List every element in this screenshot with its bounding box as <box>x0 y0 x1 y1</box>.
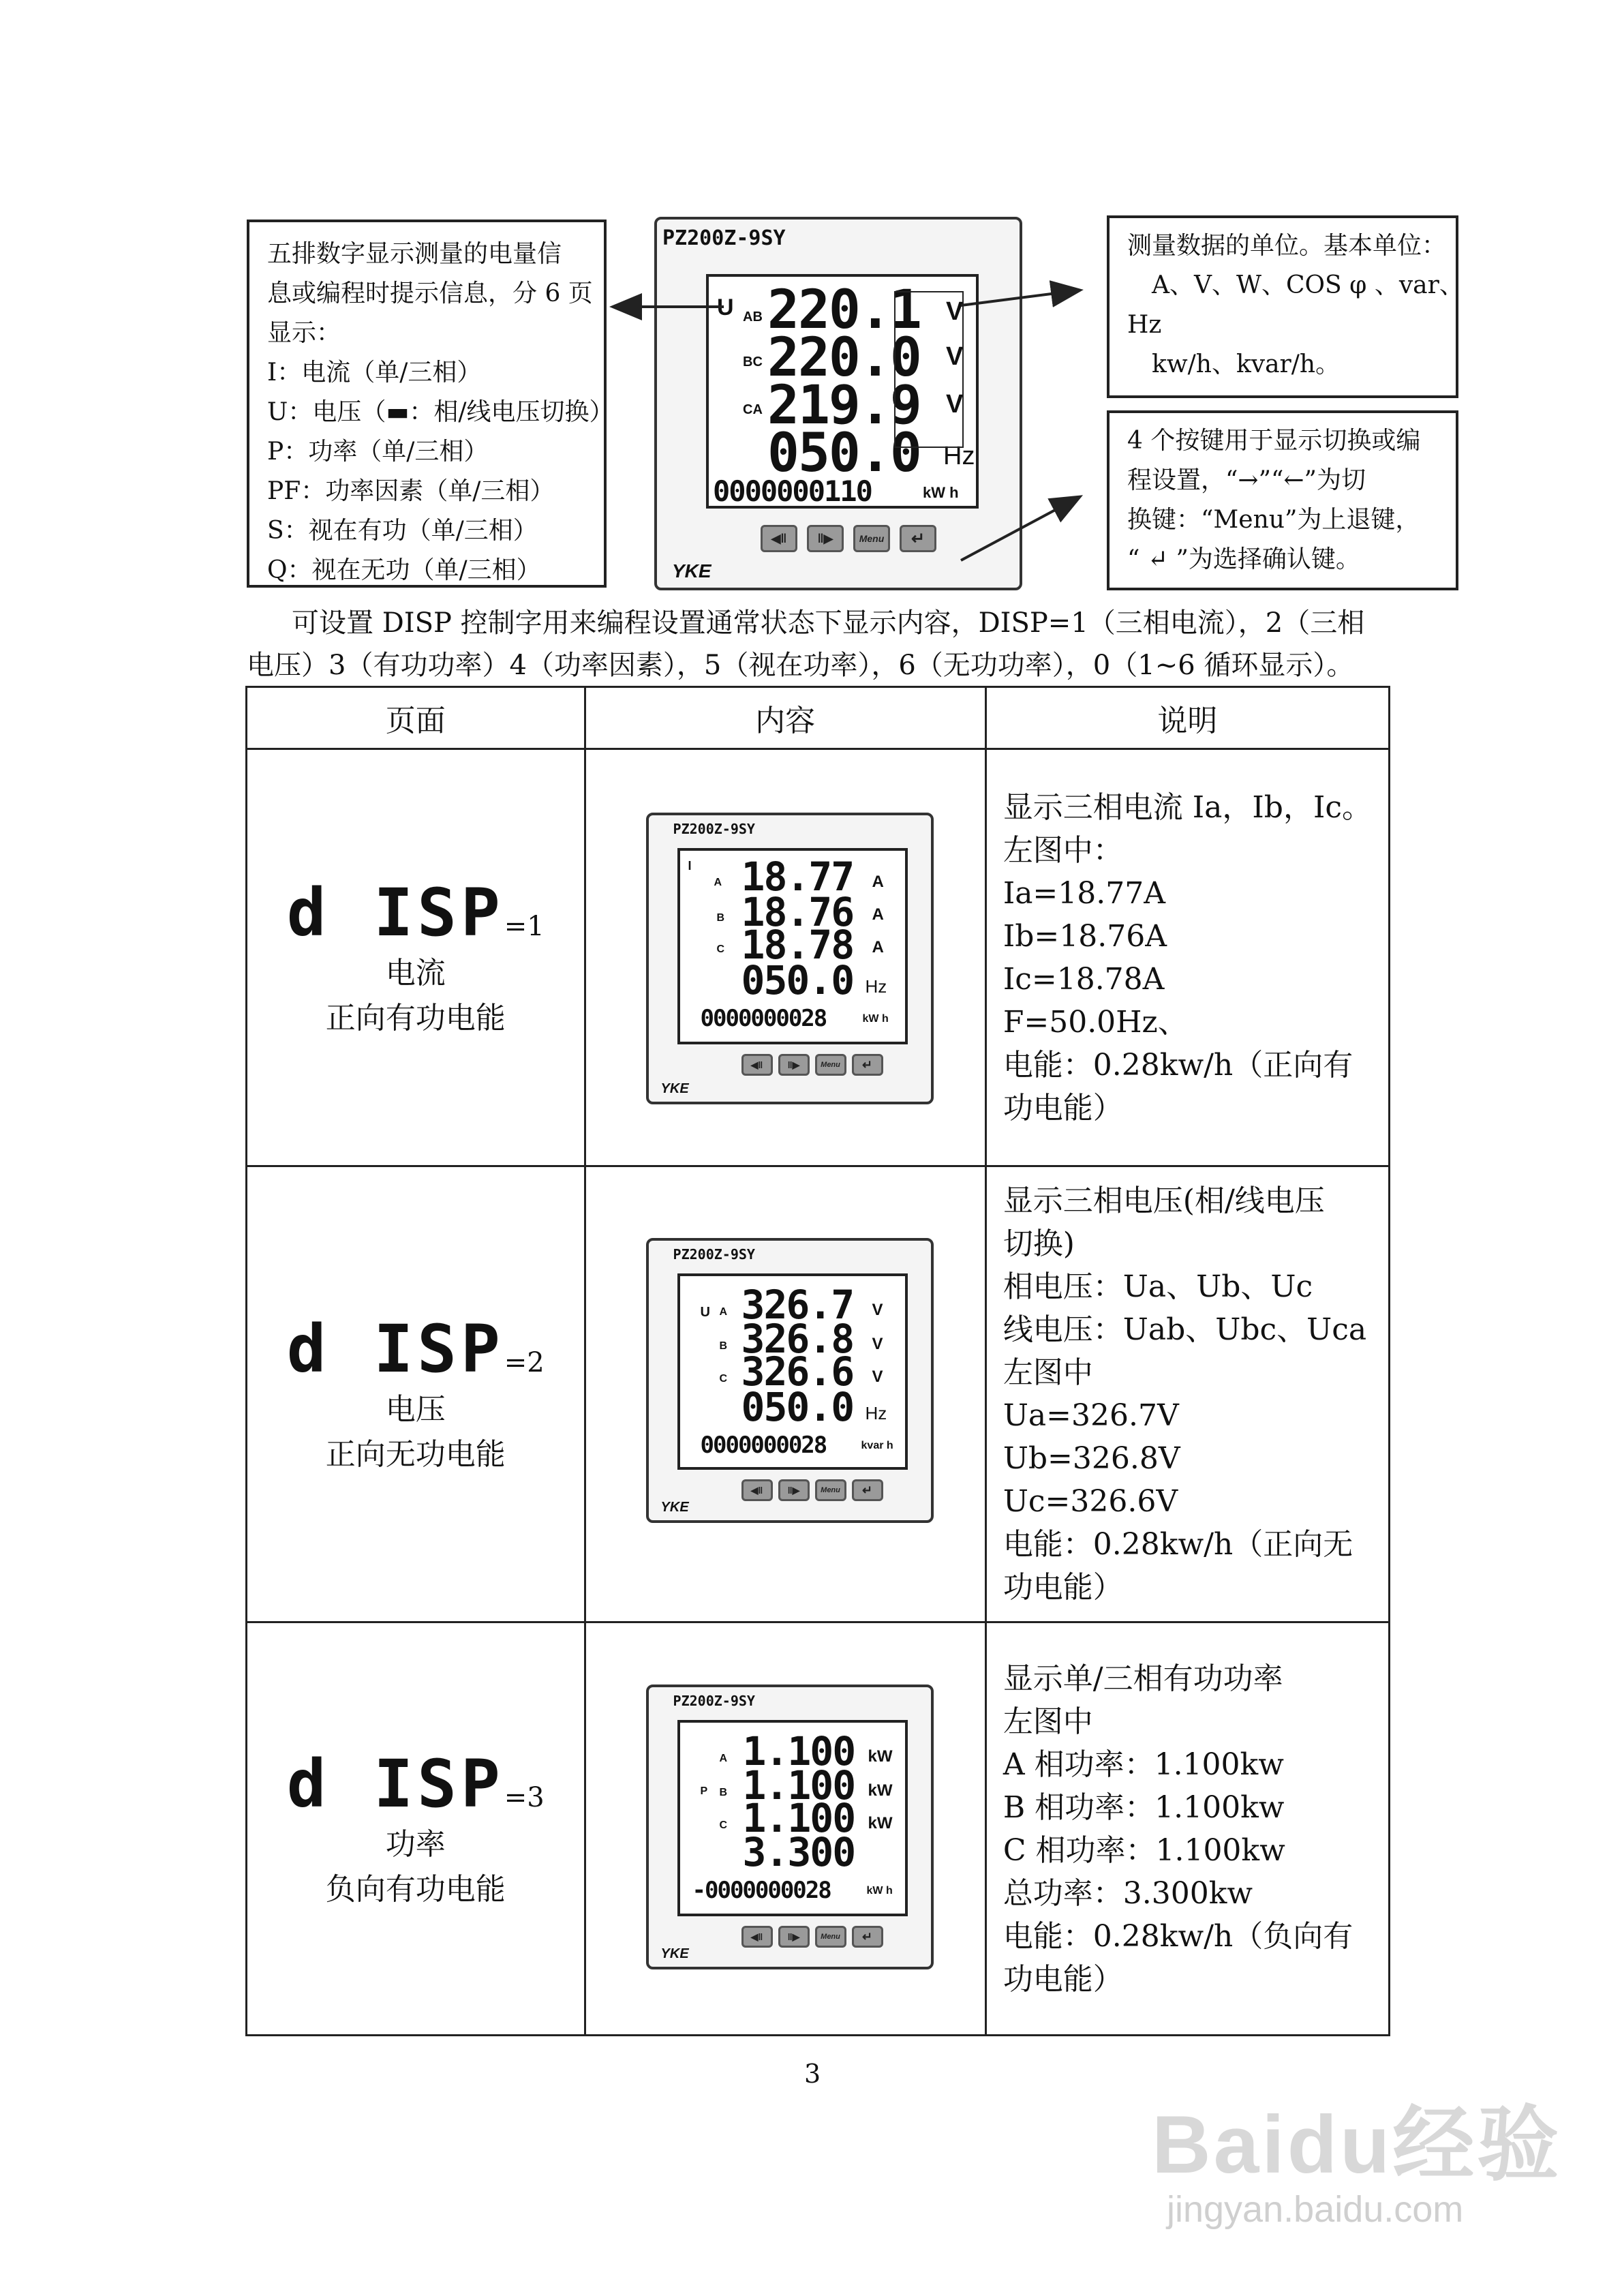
row-value: 050.0 <box>767 423 921 484</box>
meter-lcd <box>677 1273 908 1470</box>
row-unit: kW <box>868 1747 893 1766</box>
page-line-1: 功率 <box>385 1826 446 1862</box>
desc-line: 电能：0.28kw/h（正向有 <box>1003 1047 1353 1083</box>
desc-line: 左图中 <box>1003 1704 1093 1739</box>
disp-suffix: =2 <box>504 1347 545 1378</box>
page-cell <box>247 1166 585 1622</box>
row-value: 050.0 <box>741 1384 854 1430</box>
desc-line: 相电压：Ua、Ub、Uc <box>1003 1269 1313 1304</box>
note-line: A、V、W、COS φ 、var、 <box>1152 271 1464 299</box>
meter-buttons <box>741 1479 883 1501</box>
row-value: 326.8 <box>741 1316 854 1362</box>
row-unit: kW <box>868 1814 893 1832</box>
row-value: 326.7 <box>741 1282 854 1328</box>
right-key-button[interactable]: ‖▶ <box>778 1926 810 1948</box>
energy-value: 0000000028 <box>700 1005 827 1032</box>
table-row <box>247 1166 1390 1622</box>
menu-key-button[interactable]: Menu <box>815 1479 846 1501</box>
desc-line: Ub=326.8V <box>1003 1441 1180 1476</box>
row-unit: A <box>872 938 884 956</box>
mode-label: U <box>717 294 734 320</box>
row-meter <box>646 813 934 1104</box>
page-line-2: 负向有功电能 <box>325 1871 506 1907</box>
row-unit: V <box>872 1368 883 1386</box>
desc-line: 功电能） <box>1003 1961 1123 1997</box>
keys-note-box <box>1107 410 1458 590</box>
energy-unit: kW h <box>866 1885 893 1897</box>
page-cell <box>247 749 585 1166</box>
header-page: 页面 <box>247 687 585 749</box>
row-value: 3.300 <box>742 1829 855 1875</box>
desc-line: Ua=326.7V <box>1003 1398 1179 1433</box>
table-row <box>247 749 1390 1166</box>
desc-line: 左图中： <box>1003 832 1123 868</box>
enter-key-button[interactable]: ↵ <box>852 1054 883 1076</box>
energy-value: 0000000028 <box>700 1432 827 1459</box>
note-line: 测量数据的单位。基本单位： <box>1127 232 1447 260</box>
row-label: B <box>719 1340 728 1352</box>
units-note-box <box>1107 215 1464 398</box>
meter-cell <box>585 749 985 1166</box>
desc-line: F=50.0Hz、 <box>1003 1004 1188 1040</box>
desc-cell <box>985 749 1389 1166</box>
meter-lcd <box>677 1720 908 1916</box>
note-line: I：电流（单/三相） <box>267 359 482 387</box>
menu-key-button[interactable]: Menu <box>815 1926 846 1948</box>
mode-label: P <box>700 1785 708 1797</box>
right-key-button[interactable]: ‖▶ <box>778 1054 810 1076</box>
meter-cell <box>585 1622 985 2036</box>
row-label: C <box>719 1819 728 1831</box>
left-key-button[interactable]: ◀‖ <box>741 1926 773 1948</box>
brand-logo: YKE <box>660 1081 689 1096</box>
row-unit: V <box>872 1335 883 1353</box>
desc-line: C 相功率：1.100kw <box>1003 1832 1285 1868</box>
units-highlight-box <box>895 292 963 447</box>
disp-code-text: d ISP <box>286 874 504 951</box>
desc-line: 左图中 <box>1003 1355 1093 1390</box>
row-unit: A <box>872 905 884 924</box>
table-row <box>247 1622 1390 2036</box>
disp-code <box>247 1746 584 1822</box>
note-line: Q：视在无功（单/三相） <box>267 556 541 584</box>
left-note-box <box>247 220 614 588</box>
row-unit: A <box>872 873 884 891</box>
enter-key-button[interactable]: ↵ <box>852 1926 883 1948</box>
desc-line: Ia=18.77A <box>1003 875 1166 911</box>
row-value: 18.76 <box>741 889 854 935</box>
desc-line: 电能：0.28kw/h（负向有 <box>1003 1918 1353 1954</box>
row-value: 18.77 <box>741 854 854 900</box>
row-value: 1.100 <box>742 1795 855 1841</box>
watermark-logo: Baidu经验 <box>1152 2099 1562 2190</box>
desc-line: Uc=326.6V <box>1003 1484 1178 1519</box>
brand-logo: YKE <box>660 1500 689 1515</box>
energy-unit: kW h <box>862 1013 889 1025</box>
row-unit: Hz <box>865 1403 887 1423</box>
desc-cell <box>985 1622 1389 2036</box>
mode-label: U <box>700 1305 710 1320</box>
disp-suffix: =1 <box>504 910 545 942</box>
desc-line: 切换) <box>1003 1226 1075 1261</box>
note-line: 息或编程时提示信息，分 6 页 <box>267 280 593 307</box>
right-key-button[interactable]: ‖▶ <box>778 1479 810 1501</box>
energy-value: -0000000028 <box>692 1877 831 1904</box>
page-line-2: 正向有功电能 <box>325 1000 506 1036</box>
row-label: CA <box>743 402 763 417</box>
enter-key-button[interactable]: ↵ <box>900 525 936 552</box>
row-value: 18.78 <box>741 922 854 968</box>
desc-line: 功电能） <box>1003 1570 1123 1605</box>
page-line-1: 电压 <box>385 1392 446 1427</box>
desc-line: 显示三相电流 Ia，Ib，Ic。 <box>1003 789 1372 825</box>
row-meter <box>646 1685 934 1969</box>
disp-suffix: =3 <box>504 1781 545 1813</box>
meter-lcd <box>677 848 908 1044</box>
disp-table <box>245 686 1390 2036</box>
note-line: “ ↵ ”为选择确认键。 <box>1127 545 1360 573</box>
row-value: 220.1 <box>767 280 921 341</box>
menu-key-button[interactable]: Menu <box>815 1054 846 1076</box>
row-label: C <box>719 1373 728 1385</box>
note-line: P：功率（单/三相） <box>267 438 489 466</box>
arrow-right-units <box>961 290 1078 305</box>
note-line: 4 个按键用于显示切换或编 <box>1127 427 1421 455</box>
row-value: 220.0 <box>767 327 921 389</box>
note-line: 五排数字显示测量的电量信 <box>267 240 562 268</box>
row-label: A <box>714 877 722 888</box>
watermark-url: jingyan.baidu.com <box>1167 2189 1464 2230</box>
enter-key-button[interactable]: ↵ <box>852 1479 883 1501</box>
meter-model: PZ200Z-9SY <box>662 226 786 250</box>
row-label: C <box>716 943 725 955</box>
intro-line-2: 电压）3（有功功率）4（功率因素），5（视在功率），6（无功功率），0（1~6 循环显示）。 <box>247 650 1354 681</box>
desc-line: 电能：0.28kw/h（正向无 <box>1003 1527 1353 1562</box>
energy-unit: kvar h <box>861 1440 893 1451</box>
brand-logo: YKE <box>672 560 711 581</box>
note-line: 程设置，“→”“←”为切 <box>1127 466 1366 494</box>
meter-model: PZ200Z-9SY <box>673 1246 755 1263</box>
note-line: kw/h、kvar/h。 <box>1152 350 1341 378</box>
brand-logo: YKE <box>660 1946 689 1961</box>
row-label: A <box>719 1306 728 1318</box>
desc-line: 功电能） <box>1003 1090 1123 1126</box>
note-line: Hz <box>1127 311 1162 339</box>
row-label: B <box>716 912 725 924</box>
meter-buttons <box>741 1054 883 1076</box>
row-value: 326.6 <box>741 1348 854 1395</box>
left-key-button[interactable]: ◀‖ <box>761 525 797 552</box>
page-line-1: 电流 <box>385 955 446 991</box>
note-line: S：视在有功（单/三相） <box>267 517 538 545</box>
row-unit: Hz <box>865 976 887 997</box>
row-unit: Hz <box>943 442 975 470</box>
row-value: 1.100 <box>742 1762 855 1809</box>
desc-line: Ib=18.76A <box>1003 918 1167 954</box>
header-content: 内容 <box>585 687 985 749</box>
meter-buttons <box>741 1926 883 1948</box>
note-line: U：电压（▬：相/线电压切换） <box>267 398 614 426</box>
disp-code-text: d ISP <box>286 1311 504 1387</box>
note-line: 换键：“Menu”为上退键， <box>1127 506 1420 534</box>
disp-code <box>247 1311 584 1387</box>
left-key-button[interactable]: ◀‖ <box>741 1479 773 1501</box>
desc-line: A 相功率：1.100kw <box>1003 1747 1284 1782</box>
header-desc: 说明 <box>985 687 1389 749</box>
row-meter <box>646 1238 934 1523</box>
desc-line: Ic=18.78A <box>1003 961 1165 997</box>
row-label: BC <box>743 354 763 369</box>
row-unit: V <box>946 390 964 419</box>
row-value: 050.0 <box>741 957 854 1003</box>
menu-key-button[interactable]: Menu <box>853 525 890 552</box>
table-header-row <box>247 687 1390 749</box>
meter-cell <box>585 1166 985 1622</box>
left-key-button[interactable]: ◀‖ <box>741 1054 773 1076</box>
row-unit: V <box>946 342 964 371</box>
desc-line: B 相功率：1.100kw <box>1003 1789 1285 1825</box>
page-cell <box>247 1622 585 2036</box>
row-unit: V <box>872 1301 883 1319</box>
arrow-right-keys <box>961 498 1078 560</box>
energy-value: 0000000110 <box>713 474 872 508</box>
desc-line: 总功率：3.300kw <box>1003 1875 1253 1911</box>
row-label: B <box>719 1787 728 1798</box>
arrow-graphics <box>600 205 1104 586</box>
desc-cell <box>985 1166 1389 1622</box>
right-key-button[interactable]: ‖▶ <box>807 525 844 552</box>
disp-code-text: d ISP <box>286 1745 504 1822</box>
desc-line: 线电压：Uab、Ubc、Uca <box>1003 1312 1367 1347</box>
desc-line: 显示单/三相有功功率 <box>1003 1661 1283 1696</box>
row-value: 1.100 <box>742 1728 855 1774</box>
page-line-2: 正向无功电能 <box>325 1437 506 1472</box>
row-label: AB <box>743 309 763 324</box>
row-value: 219.9 <box>767 375 921 436</box>
meter-model: PZ200Z-9SY <box>673 821 755 837</box>
mode-label: I <box>688 859 692 873</box>
row-unit: V <box>946 297 964 326</box>
energy-unit: kW h <box>923 484 959 501</box>
desc-line: 显示三相电压(相/线电压 <box>1003 1183 1325 1218</box>
meter-model: PZ200Z-9SY <box>673 1693 755 1709</box>
row-label: A <box>719 1753 728 1764</box>
disp-code <box>247 875 584 951</box>
row-unit: kW <box>868 1781 893 1800</box>
intro-line-1: 可设置 DISP 控制字用来编程设置通常状态下显示内容，DISP=1（三相电流），2（三相 <box>292 607 1365 639</box>
page-number: 3 <box>804 2059 821 2089</box>
note-line: PF：功率因素（单/三相） <box>267 477 555 505</box>
note-line: 显示： <box>267 319 341 347</box>
